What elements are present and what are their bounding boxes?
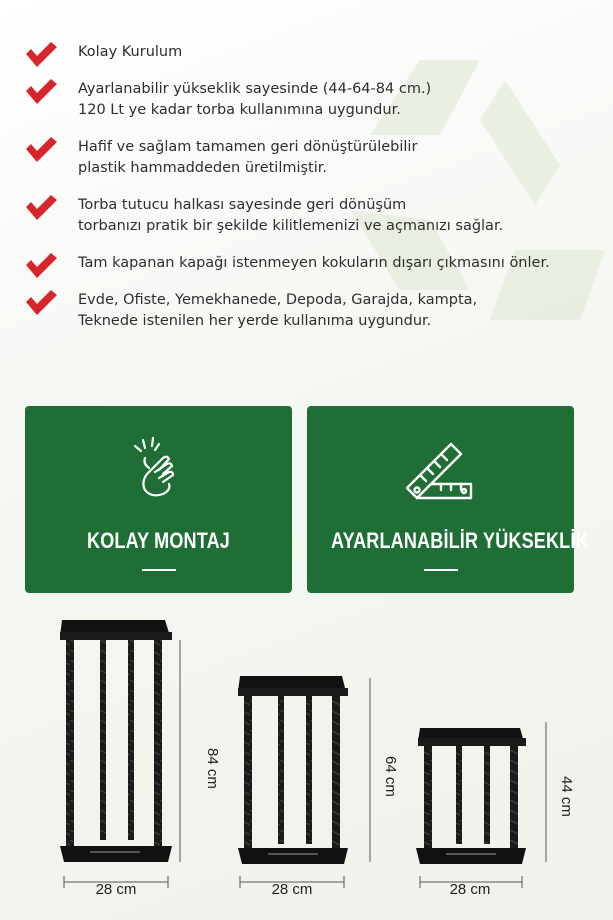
feature-item	[24, 42, 613, 63]
stand-44cm	[416, 722, 546, 888]
card-divider	[424, 569, 458, 571]
checkmark-icon	[24, 137, 58, 163]
feature-text: Hafif ve sağlam tamamen geri dönüştürülebilir plastik hammaddeden üretilmiştir.	[78, 139, 418, 176]
feature-text: Evde, Ofiste, Yemekhanede, Depoda, Garajda, kampta, Teknede istenilen her yerde kullanıma uygundur.	[78, 292, 478, 329]
folding-ruler-icon	[401, 434, 481, 504]
feature-list	[24, 42, 613, 348]
hand-snap-icon	[129, 434, 189, 504]
feature-text: Tam kapanan kapağı istenmeyen kokuların dışarı çıkmasını önler.	[78, 255, 550, 271]
width-label: 28 cm	[95, 881, 137, 898]
feature-item	[24, 253, 613, 274]
height-label: 44 cm	[558, 776, 575, 817]
easy-assembly-card	[25, 406, 292, 593]
stand-64cm	[238, 676, 370, 888]
feature-item	[24, 195, 613, 237]
adjustable-height-card	[307, 406, 589, 593]
height-label: 64 cm	[382, 756, 399, 797]
card-label: KOLAY MONTAJ	[87, 528, 230, 553]
card-divider	[142, 569, 176, 571]
checkmark-icon	[24, 290, 58, 316]
checkmark-icon	[24, 253, 58, 279]
stand-sizes-illustration	[0, 600, 613, 920]
checkmark-icon	[24, 79, 58, 105]
height-label: 84 cm	[204, 748, 221, 789]
stand-84cm	[60, 620, 180, 888]
feature-text: Ayarlanabilir yükseklik sayesinde (44-64-84 cm.) 120 Lt ye kadar torba kullanımına uygundur.	[78, 81, 432, 118]
checkmark-icon	[24, 42, 58, 68]
width-label: 28 cm	[449, 881, 491, 898]
feature-text: Torba tutucu halkası sayesinde geri dönüşüm torbanızı pratik bir şekilde kilitlemenizi ve açmanızı sağlar.	[78, 197, 504, 234]
width-label: 28 cm	[271, 881, 313, 898]
card-label: AYARLANABİLİR YÜKSEKLİK	[331, 528, 589, 553]
feature-text: Kolay Kurulum	[78, 44, 183, 60]
feature-item	[24, 290, 613, 332]
checkmark-icon	[24, 195, 58, 221]
feature-item	[24, 137, 613, 179]
feature-item	[24, 79, 613, 121]
